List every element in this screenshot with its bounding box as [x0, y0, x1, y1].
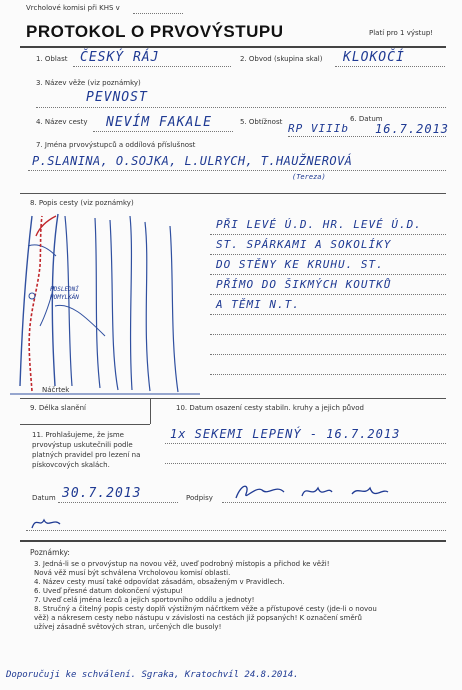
notes-heading: Poznámky: [30, 548, 70, 557]
desc-line-8 [210, 374, 446, 375]
note-item: věž) a nákresem cesty nebo nástupu v závislosti na cestách již popsaných! K označení směrů [34, 614, 362, 622]
route-sketch [10, 206, 200, 398]
field-1-line [73, 66, 231, 67]
title-rule [20, 46, 446, 48]
desc-line-4 [210, 294, 446, 295]
field-2-line [335, 66, 445, 67]
field-9-divider [150, 398, 151, 424]
desc-text-4: PŘÍMO DO ŠIKMÝCH KOUTKŮ [216, 278, 392, 291]
desc-line-1 [210, 234, 446, 235]
field-5-label: 5. Obtížnost [240, 118, 283, 126]
field-2-label: 2. Obvod (skupina skal) [240, 55, 323, 63]
sketch-label: Náčrtek [42, 386, 70, 394]
signatures-line-2 [26, 530, 446, 531]
committee-line [133, 13, 183, 14]
date-label: Datum [32, 494, 56, 502]
desc-line-2 [210, 254, 446, 255]
desc-text-1: PŘI LEVÉ Ú.D. HR. LEVÉ Ú.D. [216, 218, 422, 231]
note-item: 7. Uveď celá jména lezců a jejich sportovního oddílu a jednoty! [34, 596, 255, 604]
signature-extra [30, 514, 70, 532]
field-4-line [93, 131, 233, 132]
note-item: Nová věž musí být schválena Vrcholovou komisí oblasti. [34, 569, 231, 577]
section-rule-2 [20, 398, 446, 399]
note-item: 8. Stručný a čitelný popis cesty doplň výstižným náčrtkem věže a přístupové cesty (jde-li o novou [34, 605, 377, 613]
valid-note: Platí pro 1 výstup! [369, 29, 434, 37]
field-6-value: 16.7.2013 [375, 122, 450, 136]
date-line [58, 502, 178, 503]
field-4-value: NEVÍM FAKALE [106, 115, 212, 130]
field-11-label: 11. Prohlašujeme, že jsme prvovýstup uskutečnili podle platných pravidel pro lezení na pískovcových skalách. [32, 431, 141, 469]
field-8-label: 8. Popis cesty (viz poznámky) [30, 199, 134, 207]
notes-rule [20, 540, 446, 542]
field-2-value: KLOKOČÍ [343, 50, 405, 65]
field-10-value: 1x SEKEMI LEPENÝ - 16.7.2013 [170, 427, 401, 441]
field-10-label: 10. Datum osazení cesty stabiln. kruhy a jejich původ [176, 404, 364, 412]
field-3-line [36, 107, 446, 108]
section-rule-1 [20, 193, 446, 194]
field-5-6-line [288, 136, 446, 137]
field-7-note: (Tereza) [292, 173, 326, 181]
note-item: 3. Jedná-li se o prvovýstup na novou věž, uveď podrobný místopis a přichod ke věži! [34, 560, 330, 568]
notes-list [34, 560, 439, 632]
desc-text-2: ST. SPÁRKAMI A SOKOLÍKY [216, 238, 392, 251]
field-9-bottom [20, 424, 150, 425]
field-3-value: PEVNOST [86, 90, 148, 105]
desc-text-3: DO STĚNY KE KRUHU. ST. [216, 258, 384, 271]
field-6-label: 6. Datum [350, 115, 383, 123]
note-item: 6. Uveď přesné datum dokončení výstupu! [34, 587, 184, 595]
date-value: 30.7.2013 [62, 486, 142, 501]
field-1-label: 1. Oblast [36, 55, 68, 63]
field-3-label: 3. Název věže (viz poznámky) [36, 79, 141, 87]
signatures [232, 480, 432, 504]
committee-label: Vrcholové komisi při KHS v [26, 4, 120, 12]
field-5-value: RP VIIIb [288, 122, 349, 135]
note-item: 4. Název cesty musí také odpovídat zásadám, obsaženým v Pravidlech. [34, 578, 285, 586]
desc-line-7 [210, 354, 446, 355]
desc-text-5: A TĚMI N.T. [216, 298, 300, 311]
form-title: PROTOKOL O PRVOVÝSTUPU [26, 22, 284, 41]
field-1-value: ČESKÝ RÁJ [80, 50, 160, 65]
field-7-line-1 [28, 170, 446, 171]
approval-note: Doporučuji ke schválení. Sgraka, Kratochvíl 24.8.2014. [6, 670, 299, 680]
signatures-label: Podpisy [186, 494, 213, 502]
field-9-label: 9. Délka slanění [30, 404, 86, 412]
field-4-label: 4. Název cesty [36, 118, 88, 126]
field-7-label: 7. Jména prvovýstupců a oddílová příslušnost [36, 141, 196, 149]
desc-line-6 [210, 334, 446, 335]
field-10-line-2 [165, 463, 446, 464]
desc-line-3 [210, 274, 446, 275]
sketch-note-1: POSLEDNÍ [50, 286, 79, 293]
field-10-line-1 [165, 443, 446, 444]
field-7-value: P.SLANINA, O.SOJKA, L.ULRYCH, T.HAUŽNEROVÁ [32, 154, 353, 168]
note-item: užívej zásadně světových stran, určených dle busoly! [34, 623, 222, 631]
desc-line-5 [210, 314, 446, 315]
sketch-note-2: HOMYLKÁN [50, 294, 79, 301]
